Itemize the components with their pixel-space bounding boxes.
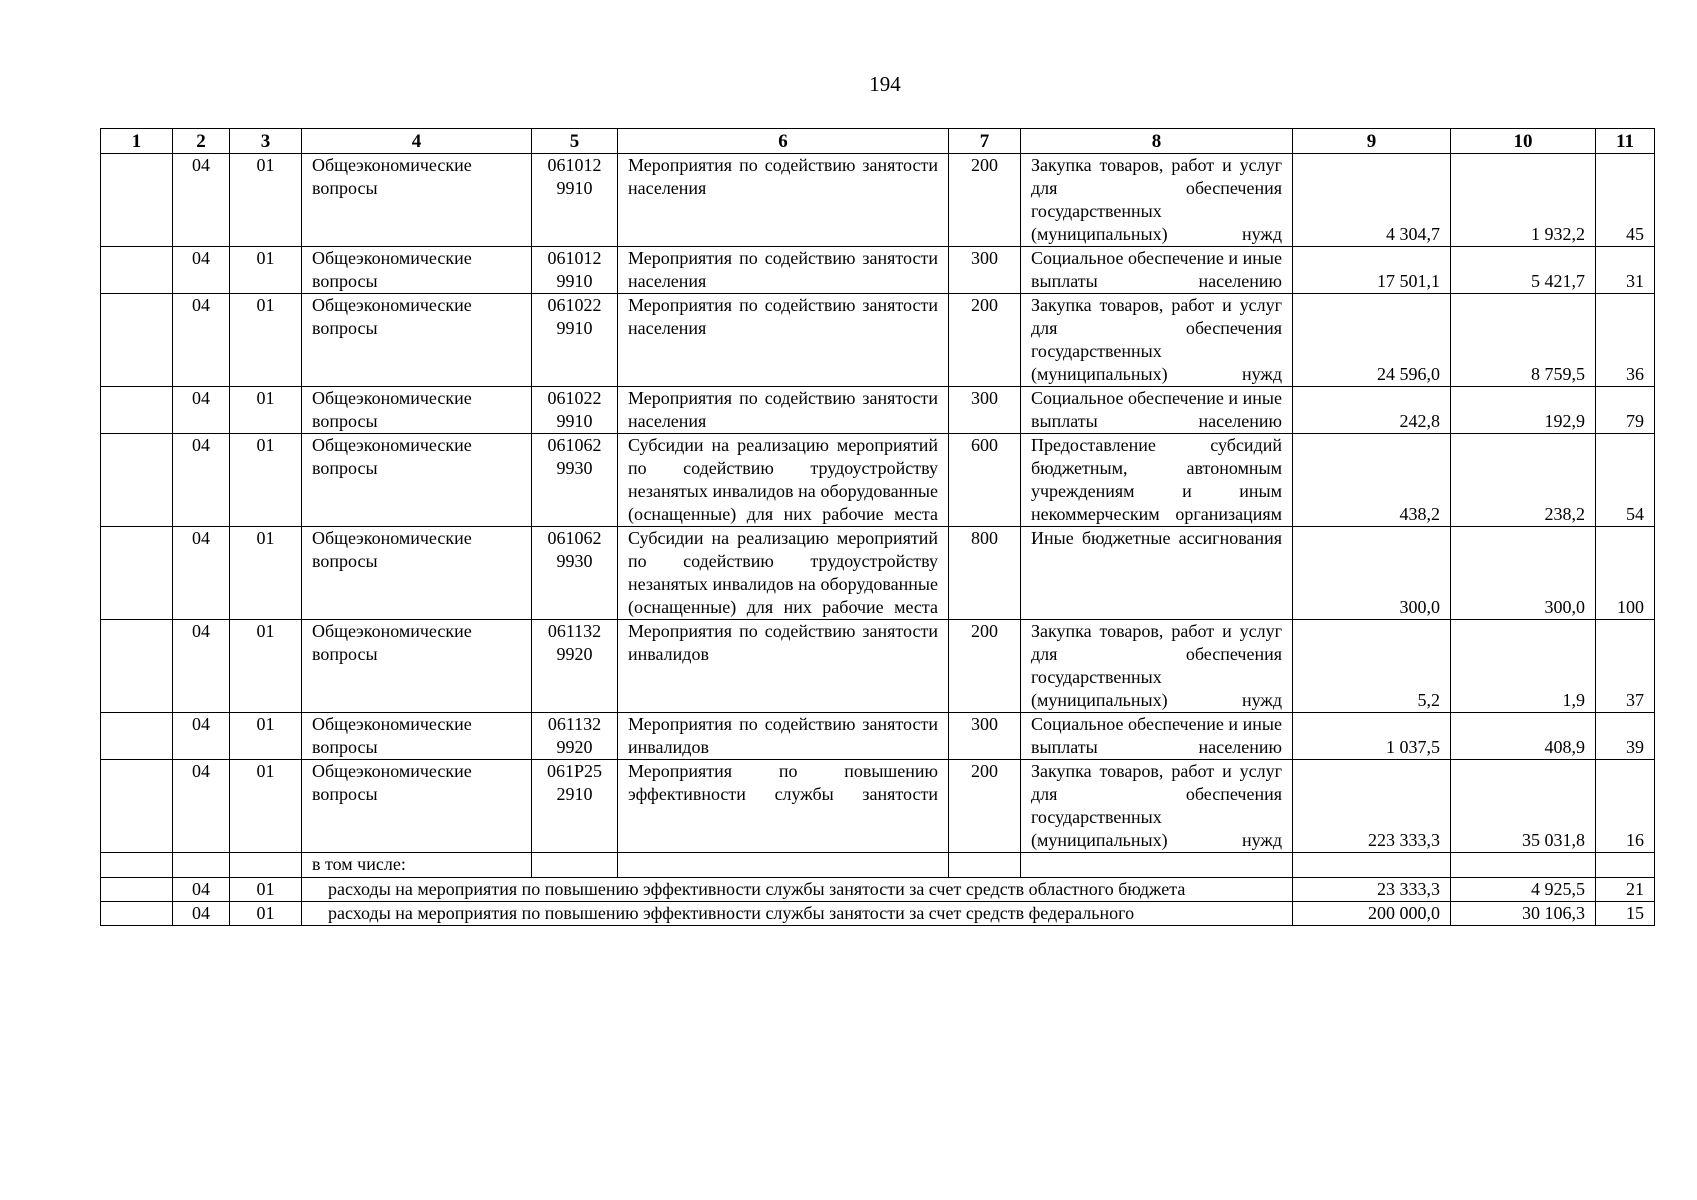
cell-name: Общеэкономические вопросы [302,294,532,387]
cell-expense-name: Социальное обеспечение и иные выплаты населению [1021,713,1293,760]
cell-subsection: 01 [230,620,302,713]
cell-empty [618,853,949,878]
cell-name: Общеэкономические вопросы [302,247,532,294]
cell-description: Субсидии на реализацию мероприятий по содействию трудоустройству незанятых инвалидов на оборудованные (оснащенные) для них рабочие места [618,527,949,620]
table-row [101,387,1655,434]
cell-section: 04 [173,902,230,926]
cell-expense-name: Закупка товаров, работ и услуг для обеспечения государственных (муниципальных) нужд [1021,154,1293,247]
cell-amount-planned: 17 501,1 [1293,247,1451,294]
cell-percent: 100 [1596,527,1655,620]
cell-name: Общеэкономические вопросы [302,760,532,853]
cell-target-code: 061062 9930 [532,434,618,527]
cell-empty [101,620,173,713]
cell-target-code: 061132 9920 [532,713,618,760]
cell-expense-name: Социальное обеспечение и иные выплаты населению [1021,387,1293,434]
header-cell: 4 [302,129,532,154]
cell-expense-type: 600 [949,434,1021,527]
cell-description: Мероприятия по повышению эффективности службы занятости [618,760,949,853]
cell-name: Общеэкономические вопросы [302,387,532,434]
cell-subheader: в том числе: [302,853,532,878]
cell-amount-planned: 223 333,3 [1293,760,1451,853]
cell-expense-name: Закупка товаров, работ и услуг для обеспечения государственных (муниципальных) нужд [1021,760,1293,853]
cell-empty [101,294,173,387]
cell-target-code: 061022 9910 [532,387,618,434]
cell-name: Общеэкономические вопросы [302,713,532,760]
cell-subsection: 01 [230,527,302,620]
cell-subsection: 01 [230,713,302,760]
cell-description: Мероприятия по содействию занятости населения [618,154,949,247]
cell-subsection: 01 [230,387,302,434]
cell-expense-name: Иные бюджетные ассигнования [1021,527,1293,620]
header-cell: 2 [173,129,230,154]
cell-subsection: 01 [230,760,302,853]
cell-description: Мероприятия по содействию занятости инвалидов [618,713,949,760]
cell-expense-type: 300 [949,247,1021,294]
cell-empty [101,154,173,247]
cell-description: Мероприятия по содействию занятости населения [618,294,949,387]
cell-subsection: 01 [230,434,302,527]
cell-expense-type: 200 [949,294,1021,387]
table-row [101,247,1655,294]
cell-empty [949,853,1021,878]
table-row-subheader [101,853,1655,878]
cell-section: 04 [173,878,230,902]
cell-amount-executed: 300,0 [1451,527,1596,620]
cell-empty [101,760,173,853]
cell-subsection: 01 [230,902,302,926]
page-number: 194 [869,72,901,96]
table-row-detail [101,902,1655,926]
cell-expense-name: Предоставление субсидий бюджетным, автономным учреждениям и иным некоммерческим организациям [1021,434,1293,527]
cell-amount-executed: 35 031,8 [1451,760,1596,853]
cell-amount-executed: 408,9 [1451,713,1596,760]
header-cell: 11 [1596,129,1655,154]
cell-detail-text: расходы на мероприятия по повышению эффективности службы занятости за счет средств областного бюджета [302,878,1293,902]
table-row [101,434,1655,527]
header-cell: 9 [1293,129,1451,154]
cell-percent: 15 [1596,902,1655,926]
cell-section: 04 [173,760,230,853]
cell-empty [101,713,173,760]
cell-amount-planned: 5,2 [1293,620,1451,713]
cell-target-code: 061022 9910 [532,294,618,387]
cell-percent: 54 [1596,434,1655,527]
cell-expense-name: Закупка товаров, работ и услуг для обеспечения государственных (муниципальных) нужд [1021,294,1293,387]
cell-percent: 31 [1596,247,1655,294]
cell-percent: 39 [1596,713,1655,760]
cell-amount-executed: 4 925,5 [1451,878,1596,902]
cell-amount-executed: 238,2 [1451,434,1596,527]
cell-description: Мероприятия по содействию занятости инвалидов [618,620,949,713]
cell-section: 04 [173,294,230,387]
cell-expense-name: Социальное обеспечение и иные выплаты населению [1021,247,1293,294]
cell-subsection: 01 [230,154,302,247]
table-row [101,620,1655,713]
header-cell: 1 [101,129,173,154]
cell-name: Общеэкономические вопросы [302,434,532,527]
cell-empty [1021,853,1293,878]
cell-amount-planned: 23 333,3 [1293,878,1451,902]
cell-expense-name: Закупка товаров, работ и услуг для обеспечения государственных (муниципальных) нужд [1021,620,1293,713]
table-row [101,713,1655,760]
cell-subsection: 01 [230,247,302,294]
cell-amount-planned: 4 304,7 [1293,154,1451,247]
cell-empty [101,902,173,926]
cell-amount-executed: 192,9 [1451,387,1596,434]
cell-name: Общеэкономические вопросы [302,154,532,247]
cell-percent: 36 [1596,294,1655,387]
cell-target-code: 061012 9910 [532,154,618,247]
cell-percent: 79 [1596,387,1655,434]
table-row-detail [101,878,1655,902]
cell-amount-planned: 242,8 [1293,387,1451,434]
cell-amount-planned: 1 037,5 [1293,713,1451,760]
cell-section: 04 [173,713,230,760]
cell-empty [230,853,302,878]
cell-empty [532,853,618,878]
cell-amount-executed: 1,9 [1451,620,1596,713]
cell-empty [101,247,173,294]
header-cell: 6 [618,129,949,154]
cell-expense-type: 300 [949,713,1021,760]
cell-amount-executed: 30 106,3 [1451,902,1596,926]
cell-amount-executed: 8 759,5 [1451,294,1596,387]
cell-section: 04 [173,434,230,527]
cell-percent: 21 [1596,878,1655,902]
cell-empty [1596,853,1655,878]
cell-expense-type: 200 [949,760,1021,853]
cell-amount-planned: 24 596,0 [1293,294,1451,387]
cell-section: 04 [173,154,230,247]
cell-amount-executed: 1 932,2 [1451,154,1596,247]
header-cell: 10 [1451,129,1596,154]
cell-empty [101,387,173,434]
cell-amount-executed: 5 421,7 [1451,247,1596,294]
budget-table [100,128,1655,926]
cell-description: Мероприятия по содействию занятости населения [618,247,949,294]
cell-expense-type: 200 [949,620,1021,713]
cell-empty [101,853,173,878]
header-cell: 3 [230,129,302,154]
cell-amount-planned: 438,2 [1293,434,1451,527]
header-cell: 7 [949,129,1021,154]
cell-name: Общеэкономические вопросы [302,527,532,620]
cell-empty [1451,853,1596,878]
cell-empty [101,878,173,902]
cell-target-code: 061062 9930 [532,527,618,620]
cell-section: 04 [173,247,230,294]
header-cell: 8 [1021,129,1293,154]
cell-target-code: 061012 9910 [532,247,618,294]
cell-target-code: 061132 9920 [532,620,618,713]
header-cell: 5 [532,129,618,154]
cell-amount-planned: 300,0 [1293,527,1451,620]
cell-subsection: 01 [230,294,302,387]
cell-subsection: 01 [230,878,302,902]
cell-name: Общеэкономические вопросы [302,620,532,713]
cell-amount-planned: 200 000,0 [1293,902,1451,926]
cell-description: Мероприятия по содействию занятости населения [618,387,949,434]
table-row [101,154,1655,247]
cell-section: 04 [173,620,230,713]
cell-percent: 16 [1596,760,1655,853]
cell-empty [101,527,173,620]
cell-description: Субсидии на реализацию мероприятий по содействию трудоустройству незанятых инвалидов на оборудованные (оснащенные) для них рабочие места [618,434,949,527]
cell-section: 04 [173,387,230,434]
cell-empty [101,434,173,527]
cell-empty [1293,853,1451,878]
cell-expense-type: 300 [949,387,1021,434]
cell-target-code: 061P25 2910 [532,760,618,853]
table-row [101,760,1655,853]
table-row [101,294,1655,387]
table-row [101,527,1655,620]
cell-expense-type: 800 [949,527,1021,620]
cell-expense-type: 200 [949,154,1021,247]
cell-section: 04 [173,527,230,620]
cell-empty [173,853,230,878]
cell-percent: 37 [1596,620,1655,713]
cell-detail-text: расходы на мероприятия по повышению эффективности службы занятости за счет средств федерального [302,902,1293,926]
cell-percent: 45 [1596,154,1655,247]
header-row [101,129,1655,154]
